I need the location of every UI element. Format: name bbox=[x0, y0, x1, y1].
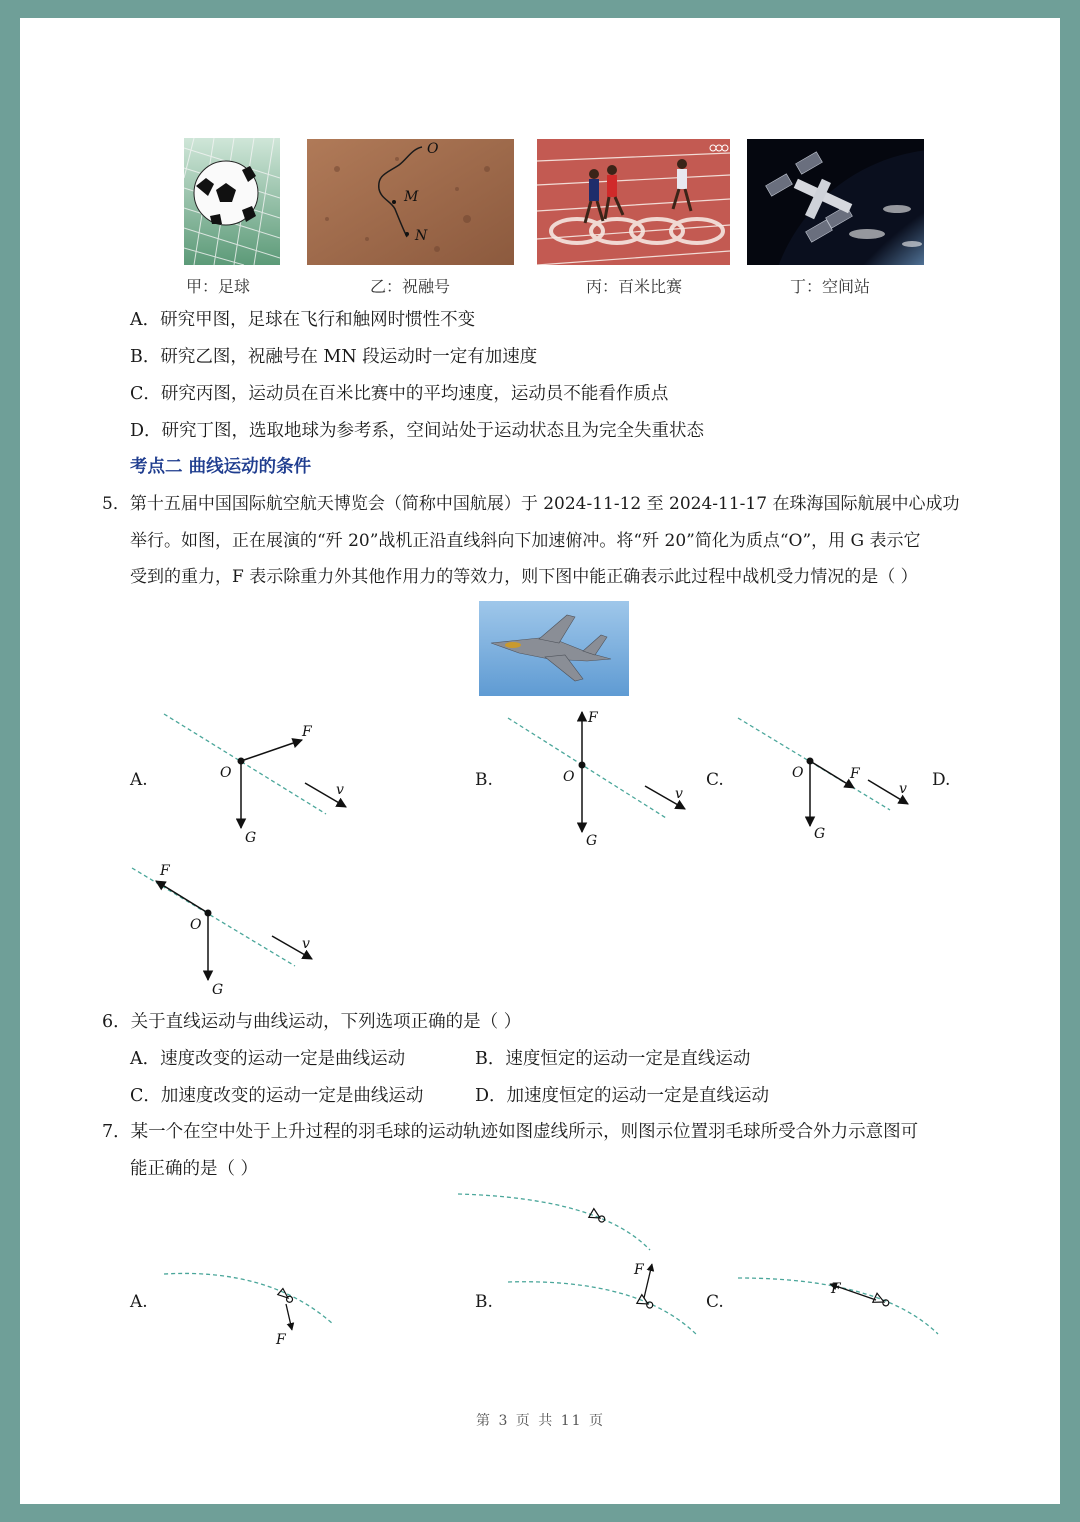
q7-stem-line-2: 能正确的是（ ） bbox=[130, 1159, 259, 1179]
q5-label-d: D. bbox=[932, 770, 951, 790]
q5-label-c: C. bbox=[706, 770, 724, 790]
diagram-label-v: v bbox=[302, 936, 310, 952]
q6-stem: 6．关于直线运动与曲线运动，下列选项正确的是（ ） bbox=[102, 1012, 522, 1032]
q7-label-c: C. bbox=[706, 1292, 724, 1312]
q5-diagram-a bbox=[164, 714, 346, 846]
diagram-label-o: O bbox=[190, 917, 202, 933]
q5-stem-line-2: 举行。如图，正在展演的“歼 20”战机正沿直线斜向下加速俯冲。将“歼 20”简化为质点“O”，用 G 表示它 bbox=[130, 531, 921, 551]
q5-diagram-d bbox=[132, 863, 312, 998]
diagram-label-f: F bbox=[302, 724, 312, 740]
q6-option-d: D．加速度恒定的运动一定是直线运动 bbox=[475, 1086, 770, 1106]
q7-diagram-a bbox=[164, 1273, 333, 1348]
diagram-label-v: v bbox=[336, 782, 344, 798]
page-footer: 第 3 页 共 11 页 bbox=[476, 1413, 605, 1429]
q7-label-b: B. bbox=[475, 1292, 493, 1312]
q4-option-d: D．研究丁图，选取地球为参考系，空间站处于运动状态且为完全失重状态 bbox=[130, 421, 705, 441]
diagram-label-f: F bbox=[850, 766, 860, 782]
mars-label-o: O bbox=[427, 141, 439, 157]
diagram-label-v: v bbox=[675, 786, 683, 802]
q5-label-b: B. bbox=[475, 770, 493, 790]
diagram-label-force_label: F bbox=[634, 1262, 644, 1278]
diagram-label-g: G bbox=[814, 826, 826, 842]
diagram-label-force_label: F bbox=[276, 1332, 286, 1348]
diagram-label-o: O bbox=[220, 765, 232, 781]
q7-diagram-c bbox=[738, 1278, 938, 1334]
diagram-label-g: G bbox=[245, 830, 257, 846]
diagram-label-g: G bbox=[212, 982, 224, 998]
mars-label-m: M bbox=[404, 189, 419, 205]
diagram-label-f: F bbox=[160, 863, 170, 879]
q6-option-c: C．加速度改变的运动一定是曲线运动 bbox=[130, 1086, 424, 1106]
q7-shuttlecock-diagrams bbox=[20, 1178, 1060, 1358]
q4-option-c: C．研究丙图，运动员在百米比赛中的平均速度，运动员不能看作质点 bbox=[130, 384, 669, 404]
q5-stem-line-3: 受到的重力，F 表示除重力外其他作用力的等效力，则下图中能正确表示此过程中战机受力情况的是（ ） bbox=[130, 567, 918, 587]
exam-page bbox=[20, 18, 1060, 1504]
caption-football: 甲：足球 bbox=[186, 277, 251, 296]
q5-label-a: A. bbox=[130, 770, 148, 790]
diagram-label-f: F bbox=[588, 710, 598, 726]
caption-space-station: 丁：空间站 bbox=[790, 277, 871, 296]
diagram-label-g: G bbox=[586, 833, 598, 849]
q5-diagram-c bbox=[738, 718, 908, 842]
caption-sprint: 丙：百米比赛 bbox=[586, 277, 683, 296]
q5-force-diagrams bbox=[20, 18, 1060, 1018]
q5-diagram-b bbox=[508, 710, 685, 849]
q6-option-b: B．速度恒定的运动一定是直线运动 bbox=[475, 1049, 751, 1069]
diagram-label-force_label: F bbox=[831, 1281, 841, 1297]
q6-option-a: A．速度改变的运动一定是曲线运动 bbox=[130, 1049, 406, 1069]
q7-label-a: A. bbox=[130, 1292, 148, 1312]
caption-zhurong: 乙：祝融号 bbox=[370, 277, 451, 296]
q5-stem-line-1: 5．第十五届中国国际航空航天博览会（简称中国航展）于 2024-11-12 至 2024-11-17 在珠海国际航展中心成功 bbox=[102, 494, 960, 514]
diagram-label-o: O bbox=[563, 769, 575, 785]
mars-label-n: N bbox=[415, 228, 428, 244]
q7-stem-line-1: 7．某一个在空中处于上升过程的羽毛球的运动轨迹如图虚线所示，则图示位置羽毛球所受合外力示意图可 bbox=[102, 1122, 919, 1142]
diagram-label-o: O bbox=[792, 765, 804, 781]
diagram-label-v: v bbox=[899, 781, 907, 797]
section-title: 考点二 曲线运动的条件 bbox=[130, 457, 312, 477]
q7-diagram-b bbox=[458, 1194, 698, 1336]
q4-option-a: A．研究甲图，足球在飞行和触网时惯性不变 bbox=[130, 310, 476, 330]
q4-option-b: B．研究乙图，祝融号在 MN 段运动时一定有加速度 bbox=[130, 347, 538, 367]
